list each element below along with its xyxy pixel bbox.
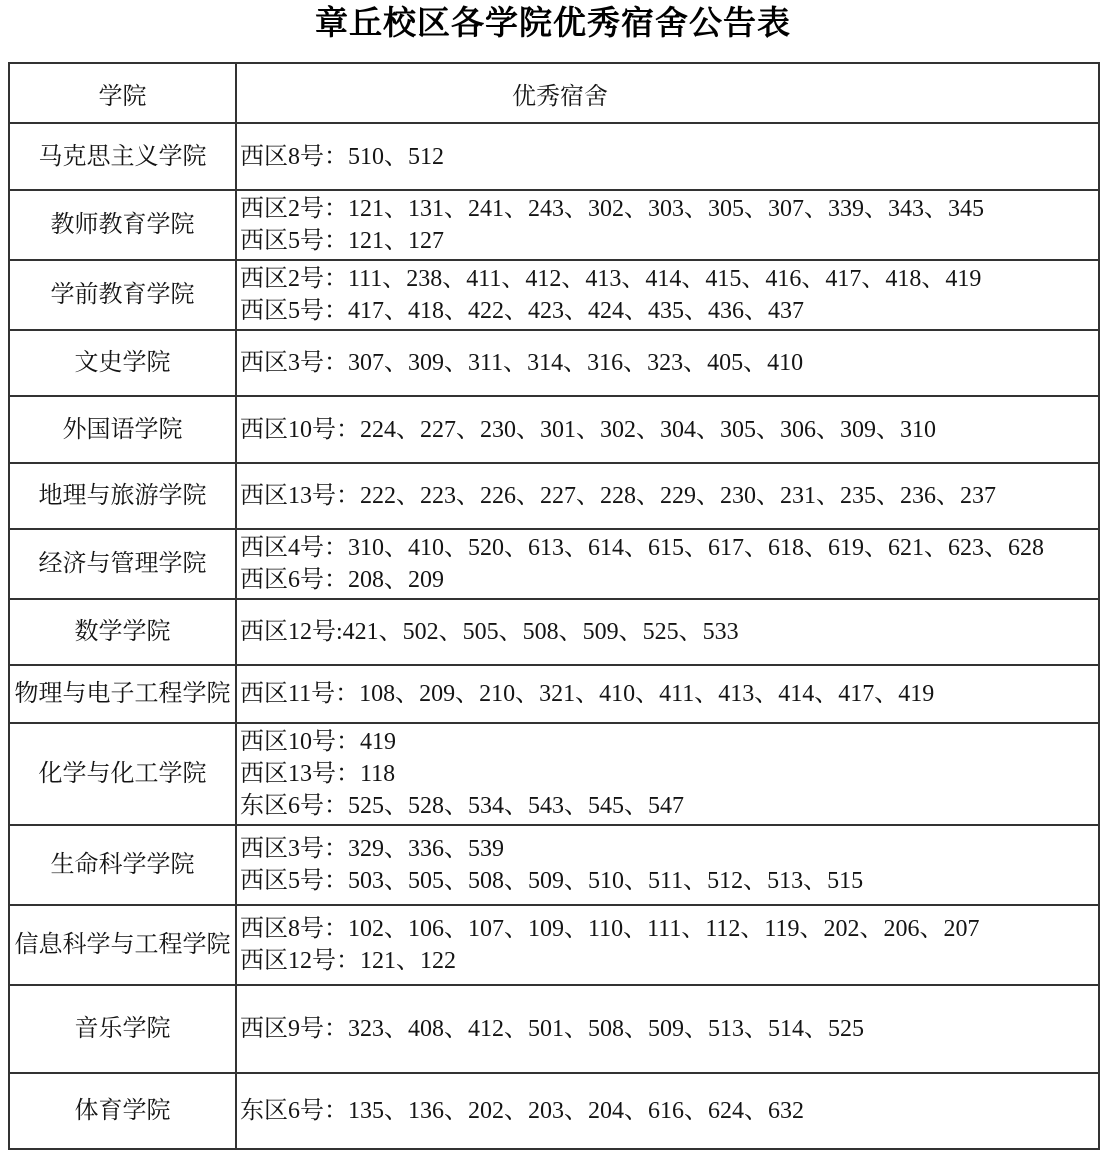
dorm-line: 西区4号：310、410、520、613、614、615、617、618、619、621、623、628 — [240, 535, 1044, 561]
table-row — [9, 123, 1099, 190]
table-header-row — [9, 63, 1099, 123]
college-name-cell: 数学学院 — [9, 599, 236, 665]
dorm-line: 西区12号：121、122 — [240, 948, 456, 974]
college-name-cell: 外国语学院 — [9, 396, 236, 463]
college-name-cell: 音乐学院 — [9, 985, 236, 1073]
college-name-cell: 化学与化工学院 — [9, 723, 236, 825]
dorm-list-cell — [236, 123, 1099, 190]
dorm-line: 西区8号：102、106、107、109、110、111、112、119、202、206、207 — [240, 916, 980, 942]
dorm-list-cell — [236, 396, 1099, 463]
table-row — [9, 905, 1099, 985]
dorm-line: 西区2号：111、238、411、412、413、414、415、416、417、418、419 — [240, 266, 982, 292]
dorm-line: 西区6号：208、209 — [240, 567, 444, 593]
table-row — [9, 396, 1099, 463]
college-name-cell: 生命科学学院 — [9, 825, 236, 905]
college-name-cell: 地理与旅游学院 — [9, 463, 236, 529]
dorm-line: 西区3号：329、336、539 — [240, 836, 504, 862]
dorm-line: 西区8号：510、512 — [240, 143, 444, 170]
college-name-cell: 物理与电子工程学院 — [9, 665, 236, 723]
dorm-list-cell — [236, 260, 1099, 330]
table-row — [9, 1073, 1099, 1149]
dorm-line: 西区5号：503、505、508、509、510、511、512、513、515 — [240, 868, 864, 894]
college-name-cell: 体育学院 — [9, 1073, 236, 1149]
table-row — [9, 825, 1099, 905]
dorm-list-cell — [236, 905, 1099, 985]
page-title: 章丘校区各学院优秀宿舍公告表 — [315, 4, 791, 41]
dorm-list-cell — [236, 463, 1099, 529]
dorm-line: 西区5号：121、127 — [240, 228, 444, 254]
column-header-college: 学院 — [9, 63, 236, 123]
dorm-list-cell — [236, 723, 1099, 825]
dorm-list-cell — [236, 985, 1099, 1073]
table-row — [9, 463, 1099, 529]
dorm-line: 西区12号:421、502、505、508、509、525、533 — [240, 619, 739, 645]
dorm-line: 西区3号：307、309、311、314、316、323、405、410 — [240, 350, 804, 376]
dorm-list-cell — [236, 330, 1099, 396]
column-header-dorms: 优秀宿舍 — [236, 63, 1099, 123]
dorm-line: 西区2号：121、131、241、243、302、303、305、307、339、343、345 — [240, 196, 984, 222]
dorm-list-cell — [236, 529, 1099, 599]
table-row — [9, 190, 1099, 260]
dorm-list-cell — [236, 825, 1099, 905]
college-name-cell: 经济与管理学院 — [9, 529, 236, 599]
table-row — [9, 985, 1099, 1073]
table-body — [9, 123, 1099, 1149]
dorm-line: 西区10号：224、227、230、301、302、304、305、306、309、310 — [240, 416, 936, 443]
college-name-cell: 马克思主义学院 — [9, 123, 236, 190]
table-row — [9, 665, 1099, 723]
dorm-line: 东区6号：525、528、534、543、545、547 — [240, 793, 684, 819]
table-row — [9, 260, 1099, 330]
dorm-list-cell — [236, 1073, 1099, 1149]
college-name-cell: 信息科学与工程学院 — [9, 905, 236, 985]
dorm-list-cell — [236, 190, 1099, 260]
dorm-line: 东区6号：135、136、202、203、204、616、624、632 — [240, 1098, 804, 1124]
college-name-cell: 文史学院 — [9, 330, 236, 396]
dorm-table — [8, 62, 1100, 1150]
table-row — [9, 529, 1099, 599]
dorm-line: 西区11号：108、209、210、321、410、411、413、414、417、419 — [240, 681, 935, 707]
dorm-line: 西区13号：222、223、226、227、228、229、230、231、235、236、237 — [240, 483, 996, 509]
dorm-line: 西区10号：419 — [240, 729, 396, 755]
dorm-line: 西区9号：323、408、412、501、508、509、513、514、525 — [240, 1016, 864, 1042]
dorm-list-cell — [236, 599, 1099, 665]
dorm-list-cell — [236, 665, 1099, 723]
table-row — [9, 330, 1099, 396]
dorm-line: 西区5号：417、418、422、423、424、435、436、437 — [240, 298, 804, 324]
college-name-cell: 教师教育学院 — [9, 190, 236, 260]
table-row — [9, 599, 1099, 665]
dorm-line: 西区13号：118 — [240, 761, 396, 787]
college-name-cell: 学前教育学院 — [9, 260, 236, 330]
table-row — [9, 723, 1099, 825]
